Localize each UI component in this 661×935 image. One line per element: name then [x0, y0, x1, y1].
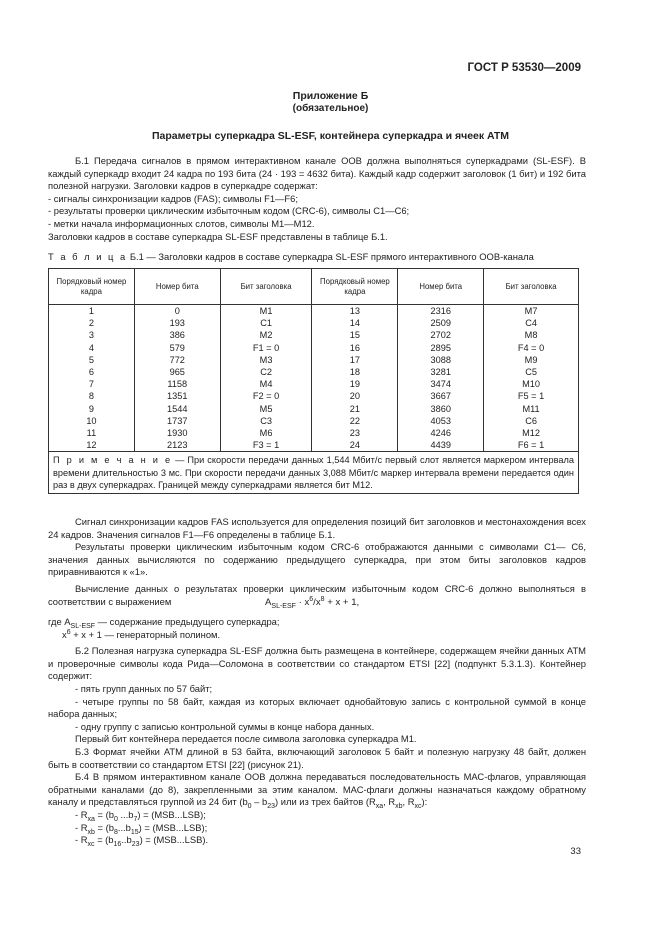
table-cell: 772	[169, 354, 185, 365]
table-cell: 4	[88, 342, 94, 353]
column-header: Бит заголовка	[220, 269, 312, 305]
where-line: $x^6 + x + 1$ — генераторный полином.	[62, 628, 221, 640]
table-cell: 193	[169, 318, 185, 329]
table-header-row	[49, 269, 579, 305]
table-cell: C2	[260, 367, 272, 378]
list-item: - метки начала информационных слотов, символы M1—M12.	[48, 217, 315, 229]
table-cell: 3667	[430, 391, 451, 402]
bit-column-left	[134, 305, 220, 452]
table-cell: M6	[259, 428, 273, 439]
table-cell: 8	[88, 391, 94, 402]
table-cell: 2	[88, 318, 94, 329]
table-cell: 579	[169, 342, 185, 353]
table-note-row	[49, 452, 579, 494]
table-cell: 18	[349, 367, 361, 378]
paragraph: Сигнал синхронизации кадров FAS используется для определения позиций бит заголовков и местонахождения всех 24 кадров. Значения сигналов F1—F6 определены в таблице Б.1.	[48, 516, 586, 540]
table-cell: 17	[349, 354, 361, 365]
table-cell: M9	[524, 354, 538, 365]
table-cell: 21	[349, 403, 361, 414]
section-title: Параметры суперкадра SL-ESF, контейнера суперкадра и ячеек ATM	[151, 130, 510, 142]
table-cell: 3474	[430, 379, 451, 390]
table-cell: 11	[86, 428, 97, 439]
table-cell: 3	[88, 330, 94, 341]
bit-column-right	[398, 305, 484, 452]
table-cell: 16	[349, 342, 361, 353]
column-header: Порядковый номер кадра	[49, 269, 135, 305]
table-cell: 22	[349, 415, 361, 426]
table-cell: M2	[259, 330, 273, 341]
table-cell: M8	[524, 330, 538, 341]
table-cell: M3	[259, 354, 273, 365]
list-item: - одну группу с записью контрольной суммы в конце набора данных.	[75, 720, 375, 732]
table-cell: 4246	[430, 428, 451, 439]
table-cell: 3860	[430, 403, 451, 414]
table-cell: F6 = 1	[517, 440, 545, 451]
intro-block	[48, 155, 586, 243]
body-block-2	[48, 616, 586, 847]
header-bit-column-right	[484, 305, 579, 452]
list-item: - результаты проверки циклическим избыточным кодом (CRC-6), символы C1—C6;	[48, 205, 410, 217]
frame-headers-table	[48, 268, 579, 494]
paragraph: Результаты проверки циклическим избыточным кодом CRC-6 отображаются данными с символами C1— C6, значения данных вычисляются по содержанию предыдущего суперкадра, при этом биты заголовков кадров приравниваются к «1».	[48, 541, 586, 578]
paragraph: Б.1 Передача сигналов в прямом интерактивном канале ООВ должна выполняться суперкадрами (SL-ESF). В каждый суперкадр входит 24 кадра по 193 бита (24 · 193 = 4632 бита). Каждый кадр содержит заголовок (1 бит) и 192 бита полезной нагрузки. Заголовки кадров в суперкадре содержат:	[48, 155, 586, 192]
table-cell: 1351	[167, 391, 188, 402]
table-cell: 12	[86, 440, 97, 451]
table-cell: M12	[522, 428, 540, 439]
table-cell: M1	[259, 306, 273, 316]
table-caption: Т а б л и ц а Б.1 — Заголовки кадров в составе суперкадра SL-ESF прямого интерактивного ООВ-канала	[48, 251, 534, 262]
table-cell: C5	[525, 367, 537, 378]
list-item: - пять групп данных по 57 байт;	[75, 682, 213, 694]
table-cell: 2123	[167, 440, 188, 451]
table-cell: C4	[525, 318, 537, 329]
table-cell: 1158	[167, 379, 188, 390]
paragraph: Первый бит контейнера передается после символа заголовка суперкадра M1.	[75, 733, 417, 745]
table-cell: 386	[169, 330, 185, 341]
table-values-row	[49, 305, 579, 452]
body-block-1	[48, 516, 586, 608]
table-cell: 7	[88, 379, 94, 390]
list-item: - $R_{xc} = (b_{16}..b_{23}) = (MSB...LSB)$.	[75, 834, 209, 848]
table-cell: M10	[522, 379, 540, 390]
table-cell: 14	[349, 318, 361, 329]
paragraph: Б.4 В прямом интерактивном канале ООВ должна передаваться последовательность МАС-флагов, управляющая обратными каналами (до 8), закрепленными за этим каналом. МАС-флаги должны назначаться каждому обратному каналу и представляться группой из 24 бит $(b_0 - b_{23})$ или из трех байтов ($R_{xa}$, $R_{xb}$, $R_{xc}$):	[48, 771, 586, 811]
table-cell: 1544	[167, 403, 188, 414]
table-cell: 0	[174, 306, 180, 316]
table-cell: M5	[259, 403, 273, 414]
table-cell: 23	[349, 428, 361, 439]
where-line: где $A_{SL-ESF}$ — содержание предыдущего суперкадра;	[48, 616, 280, 630]
table-cell: 1	[88, 306, 94, 316]
page-number: 33	[570, 846, 581, 857]
crc-formula: $A_{SL-ESF} \cdot x^6/x^8 + x + 1$,	[265, 595, 360, 610]
column-header: Бит заголовка	[484, 269, 579, 305]
appendix-title: Приложение Б	[292, 90, 369, 102]
table-cell: 10	[86, 415, 97, 426]
table-cell: 3281	[430, 367, 451, 378]
table-cell: M4	[259, 379, 273, 390]
table-cell: 2509	[430, 318, 451, 329]
frame-column-right	[312, 305, 398, 452]
list-item: - четыре группы по 58 байт, каждая из которых включает однобайтовую запись с контрольной суммой в конце набора данных;	[48, 695, 586, 720]
column-header: Номер бита	[398, 269, 484, 305]
table-cell: 2316	[430, 306, 451, 316]
list-item: - $R_{xa} = (b_0$ $...b_7) = (MSB...LSB)$;	[75, 808, 206, 823]
table-cell: 4053	[430, 415, 451, 426]
table-cell: 20	[349, 391, 361, 402]
table-cell: 9	[88, 403, 94, 414]
table-cell: 19	[349, 379, 361, 390]
paragraph: Б.3 Формат ячейки ATM длиной в 53 байта, включающий заголовок 5 байт и полезную нагрузку 48 байт, должен быть в соответствии со стандартом ETSI [22] (рисунок 21).	[48, 745, 586, 770]
table-cell: C1	[260, 318, 272, 329]
table-cell: F3 = 1	[252, 440, 280, 451]
table-cell: 15	[349, 330, 361, 341]
table-cell: 4439	[430, 440, 451, 451]
table-cell: 24	[349, 440, 361, 451]
table-cell: 5	[88, 354, 94, 365]
list-item: - $R_{xb} = (b_8...b_{15}) = (MSB...LSB)$;	[75, 821, 208, 836]
table-cell: 13	[349, 306, 361, 316]
column-header: Номер бита	[134, 269, 220, 305]
appendix-status: (обязательное)	[292, 103, 369, 114]
table-cell: F5 = 1	[517, 391, 545, 402]
table-cell: C3	[260, 415, 272, 426]
table-cell: 6	[88, 367, 94, 378]
table-cell: 965	[169, 367, 185, 378]
table-cell: 1737	[167, 415, 188, 426]
header-bit-column-left	[220, 305, 312, 452]
table-cell: F2 = 0	[252, 391, 280, 402]
paragraph: Б.2 Полезная нагрузка суперкадра SL-ESF должна быть размещена в контейнере, содержащем ячейки данных ATM и проверочные символы кода Рида—Соломона в соответствии со стандартом ETSI [22] (подпункт 5.3.1.3). Контейнер содержит:	[48, 645, 586, 682]
table-cell: C6	[525, 415, 537, 426]
table-note: П р и м е ч а н и е — При скорости передачи данных 1,544 Мбит/с первый слот является маркером интервала времени длительностью 3 мс. При скорости передачи данных 3,088 Мбит/с маркер интервала времени передается один раз в двух суперкадрах. Границей между суперкадрами является бит M12.	[49, 452, 579, 494]
paragraph: Вычисление данных о результатах проверки циклическим избыточным кодом CRC-6 должно выполняться в соответствии с выражением	[48, 582, 586, 607]
table-cell: 1930	[167, 428, 188, 439]
table-cell: M7	[524, 306, 538, 316]
standard-number: ГОСТ Р 53530—2009	[467, 62, 581, 74]
table-cell: F1 = 0	[252, 342, 280, 353]
frame-column-left	[49, 305, 135, 452]
column-header: Порядковый номер кадра	[312, 269, 398, 305]
table-cell: F4 = 0	[517, 342, 545, 353]
table-cell: M11	[522, 403, 540, 414]
table-cell: 3088	[430, 354, 451, 365]
table-cell: 2895	[430, 342, 451, 353]
table-cell: 2702	[430, 330, 451, 341]
list-item: - сигналы синхронизации кадров (FAS); символы F1—F6;	[48, 192, 298, 204]
paragraph: Заголовки кадров в составе суперкадра SL-ESF представлены в таблице Б.1.	[48, 230, 388, 242]
